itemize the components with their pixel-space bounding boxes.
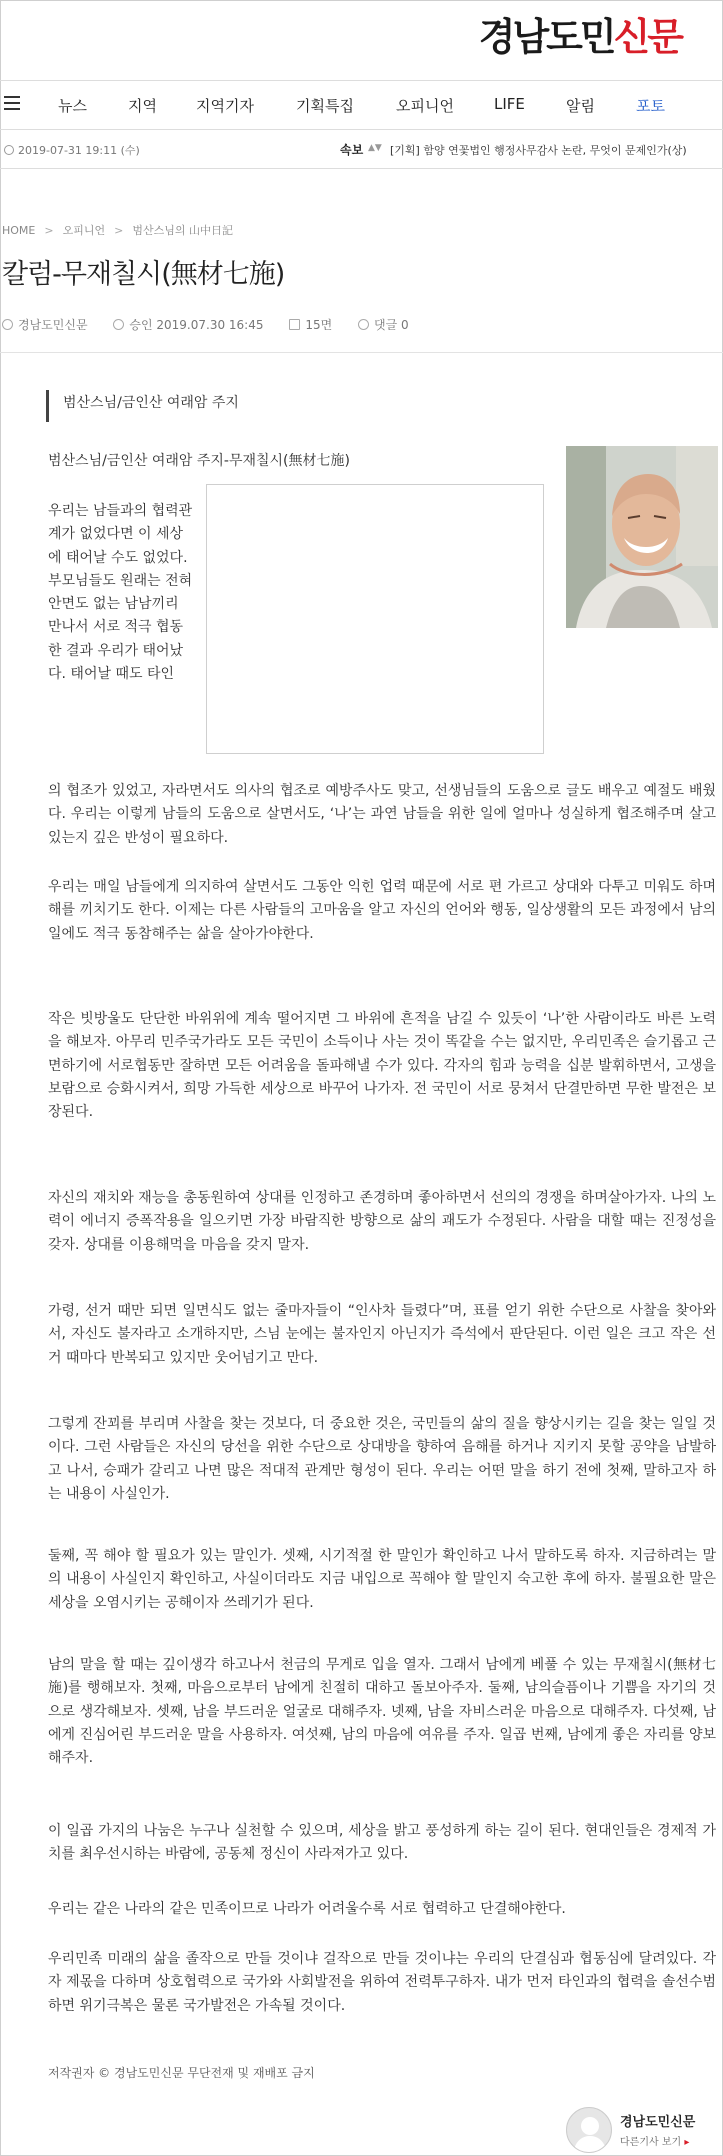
chevron-right-icon: >: [44, 224, 54, 237]
article-paragraph: 그렇게 잔꾀를 부리며 사찰을 찾는 것보다, 더 중요한 것은, 국민들의 삶의 질을 향상시키는 길을 찾는 일일 것이다. 그런 사람들은 자신의 당선을 위한 수단으로 상대방을 향하여 음해를 하거나 지키지 못할 공약을 남발하고 나서, 승패가 갈리고 나면 많은 적대적 관계만 형성이 된다. 우리는 어떤 말을 하기 전에 첫째, 말하고자 하는 내용이 사실인가.: [48, 1416, 716, 1502]
nav-item-local-reporter[interactable]: 지역기자: [196, 97, 254, 115]
nav-item-photo[interactable]: 포토: [636, 97, 665, 115]
breadcrumb-column[interactable]: 범산스님의 山中日記: [132, 224, 233, 237]
approved-time: 승인 2019.07.30 16:45: [129, 318, 264, 332]
author-photo: [566, 446, 718, 628]
article-paragraph: 의 협조가 있었고, 자라면서도 의사의 협조로 예방주사도 맞고, 선생님들의 도움으로 글도 배우고 예절도 배웠다. 우리는 이렇게 남들의 도움으로 살면서도, ‘나’는 과연 남들을 위한 일에 얼마나 성실하게 협조해주며 살고 있는지 깊은 반성이 필요하다.: [48, 783, 716, 846]
meta-publisher: [2, 316, 88, 333]
logo-text-accent: 신문: [613, 15, 681, 59]
nav-item-life[interactable]: LIFE: [494, 95, 525, 113]
publisher-name: 경남도민신문: [18, 318, 88, 332]
page-icon: [289, 319, 300, 330]
article-paragraph: 자신의 재치와 재능을 총동원하여 상대를 인정하고 존경하며 좋아하면서 선의의 경쟁을 하며살아가자. 나의 노력이 에너지 증폭작용을 일으키면 가장 바람직한 방향으로 삶의 괘도가 수정된다. 사람을 대할 때는 진정성을 갖자. 상대를 이용해먹을 마음을 갖지 말자.: [48, 1190, 716, 1253]
caret-right-icon: ▸: [684, 2137, 690, 2148]
clock-icon: [113, 319, 124, 330]
article-paragraph: 둘째, 꼭 해야 할 필요가 있는 말인가. 셋째, 시기적절 한 말인가 확인하고 나서 말하도록 하자. 지금하려는 말의 내용이 사실인지 확인하고, 사실이더라도 지금 내입으로 꼭해야 할 말인지 숙고한 후에 하자. 불필요한 말은 세상을 오염시키는 공해이자 쓰레기가 된다.: [48, 1548, 716, 1611]
site-logo[interactable]: [479, 6, 681, 61]
comment-icon: [358, 319, 369, 330]
article-paragraph: 이 일곱 가지의 나눔은 누구나 실천할 수 있으며, 세상을 밝고 풍성하게 하는 길이 된다. 현대인들은 경제적 가치를 최우선시하는 바람에, 공동체 정신이 사라져가고 있다.: [48, 1823, 716, 1863]
author-card: [0, 2105, 723, 2156]
user-icon: [2, 319, 13, 330]
nav-item-region[interactable]: 지역: [128, 97, 157, 115]
article-paragraph: 작은 빗방울도 단단한 바위위에 계속 떨어지면 그 바위에 흔적을 남길 수 있듯이 ‘나’한 사람이라도 바른 노력을 해보자. 아무리 민주국가라도 모든 국민이 소득이나 사는 것이 똑같을 수는 없지만, 우리민족은 슬기롭고 근면하기에 서로협동만 잘하면 모든 어려움을 돌파해낼 수가 있다. 각자의 힘과 능력을 십분 발휘하면서, 고생을 보람으로 승화시켜서, 희망 가득한 세상으로 바꾸어 나가자. 전 국민이 서로 뭉쳐서 단결만하면 무한 발전은 보장된다.: [48, 1011, 716, 1121]
nav-item-news[interactable]: 뉴스: [58, 97, 87, 115]
article-meta: [2, 316, 431, 333]
main-nav: [0, 80, 723, 130]
ticker-arrows-icon[interactable]: ▲▼: [368, 143, 382, 153]
copyright-notice: 저작권자 © 경남도민신문 무단전재 및 재배포 금지: [48, 2066, 315, 2080]
masthead: [0, 0, 723, 80]
nav-item-opinion[interactable]: 오피니언: [396, 97, 454, 115]
author-card-name: 경남도민신문: [620, 2115, 696, 2130]
article-paragraph: 우리는 매일 남들에게 의지하여 살면서도 그동안 익힌 업력 때문에 서로 편 가르고 상대와 다투고 미워도 하며 해를 끼치기도 한다. 이제는 다른 사람들의 고마움을 알고 자신의 언어와 행동, 일상생활의 모든 과정에서 남의 일에도 적극 동참해주는 삶을 살아가야한다.: [48, 879, 716, 942]
breaking-news-ticker[interactable]: [기획] 함양 연꽃법인 행정사무감사 논란, 무엇이 문제인가(상): [390, 144, 687, 157]
comment-count: 댓글 0: [374, 318, 409, 332]
clock-icon: [4, 145, 14, 155]
article-paragraph: 우리는 같은 나라의 같은 민족이므로 나라가 어려울수록 서로 협력하고 단결해야한다.: [48, 1901, 566, 1917]
breadcrumb-home[interactable]: HOME: [2, 224, 36, 237]
breaking-news-label: 속보: [340, 143, 364, 157]
avatar: [566, 2107, 612, 2153]
chevron-right-icon: >: [114, 224, 124, 237]
current-date: [4, 142, 140, 158]
breadcrumb: [2, 222, 233, 238]
article-paragraph-intro: 우리는 남들과의 협력관계가 없었다면 이 세상에 태어날 수도 없었다. 부모님들도 원래는 전혀 안면도 없는 남남끼리 만나서 서로 적극 협동한 결과 우리가 태어났다. 태어날 때도 타인: [48, 503, 193, 683]
logo-text: 경남도민: [478, 15, 614, 59]
breadcrumb-section[interactable]: 오피니언: [62, 224, 106, 237]
meta-page: [289, 316, 332, 333]
article-title: 칼럼-무재칠시(無材七施): [2, 259, 285, 290]
page-number: 15면: [305, 318, 333, 332]
more-articles-label: 다른기사 보기: [620, 2137, 682, 2148]
article-paragraph: 가령, 선거 때만 되면 일면식도 없는 줄마자들이 “인사차 들렸다”며, 표를 얻기 위한 수단으로 사찰을 찾아와서, 자신도 불자라고 소개하지만, 스님 눈에는 불자인지 아닌지가 즉석에서 판단된다. 이런 일은 크고 작은 선거 때마다 반복되고 있지만 웃어넘기고 만다.: [48, 1303, 716, 1366]
embedded-media-frame[interactable]: [206, 484, 544, 754]
article-subtitle: 범산스님/금인산 여래암 주지: [46, 390, 670, 422]
hamburger-menu-icon[interactable]: [4, 96, 20, 112]
date-text: 2019-07-31 19:11 (수): [18, 144, 140, 157]
meta-comments[interactable]: [358, 316, 409, 333]
article-byline: 범산스님/금인산 여래암 주지-무재칠시(無材七施): [48, 453, 350, 469]
top-info-bar: [0, 131, 723, 169]
article-paragraph: 우리민족 미래의 삶을 졸작으로 만들 것이냐 걸작으로 만들 것이냐는 우리의 단결심과 협동심에 달려있다. 각자 제몫을 다하며 상호협력으로 국가와 사회발전을 위하여 전력투구하자. 내가 먼저 타인과의 협력을 솔선수범하면 위기극복은 물론 국가발전은 가속될 것이다.: [48, 1951, 716, 2014]
nav-item-notice[interactable]: 알림: [566, 97, 595, 115]
divider: [0, 352, 723, 353]
article-paragraph: 남의 말을 할 때는 깊이생각 하고나서 천금의 무게로 입을 열자. 그래서 남에게 베풀 수 있는 무재칠시(無材七施)를 행해보자. 첫째, 마음으로부터 남에게 친절히 대하고 돌보아주자. 둘째, 남의슬픔이나 기쁨을 자기의 것으로 생각해보자. 셋째, 남을 부드러운 얼굴로 대해주자. 넷째, 남을 자비스러운 마음으로 대해주자. 다섯째, 남에게 진심어린 부드러운 말을 사용하자. 여섯째, 남의 마음에 여유를 주자. 일곱 번째, 남에게 좋은 자리를 양보해주자.: [48, 1657, 716, 1767]
more-articles-link[interactable]: [620, 2133, 689, 2148]
meta-approved: [113, 316, 263, 333]
nav-item-special[interactable]: 기획특집: [296, 97, 354, 115]
